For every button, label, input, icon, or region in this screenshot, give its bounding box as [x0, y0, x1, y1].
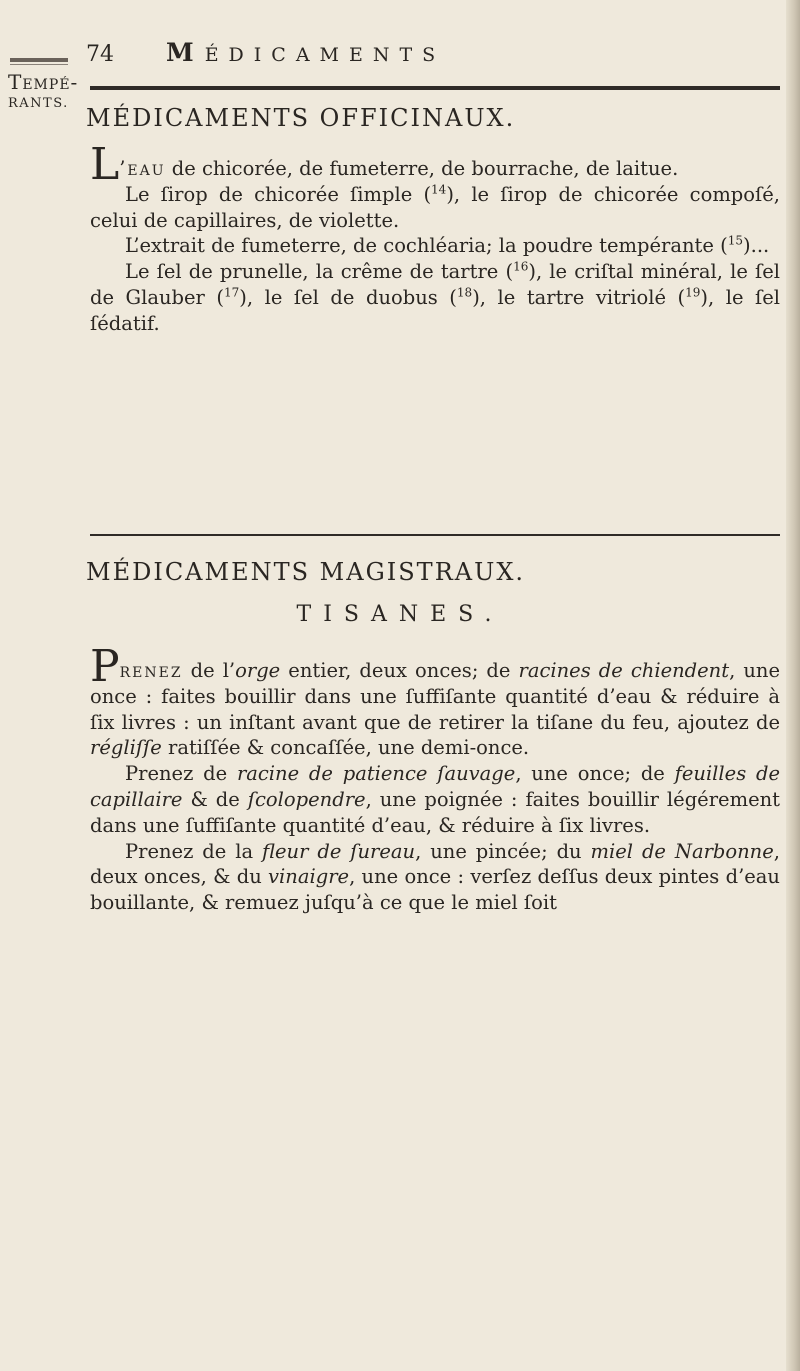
- section-officinaux-body: [90, 139, 781, 337]
- section-divider: [90, 534, 780, 536]
- running-head-initial: M: [166, 38, 205, 67]
- section-magistraux-body: [90, 641, 781, 916]
- page-header: [86, 38, 786, 82]
- page-number: 74: [86, 42, 114, 67]
- header-rule: [90, 86, 780, 90]
- paragraph-orge: Prenez de l’orge entier, deux onces; de racines de chiendent, une once : faites bouillir dans une ſuffiſante quantité d’eau & réduire à ſix livres : un inſtant avant que de retirer la tiſane du feu, ajoutez de régliſſe ratiſſée & concaſſée, une demi-once.: [90, 641, 780, 760]
- margin-rule: [10, 58, 68, 62]
- margin-note-line1: Tempé-: [8, 70, 79, 94]
- drop-cap: L: [90, 139, 120, 190]
- paragraph-sels: Le ſel de prunelle, la crême de tartre ($^{16}$), le criſtal minéral, le ſel de Glauber ($^{17}$), le ſel de duobus ($^{18}$), le tartre vitriolé ($^{19}$), le ſel ſédatif.: [90, 259, 781, 335]
- page-edge-shadow: [786, 0, 800, 1371]
- running-head: [166, 38, 445, 67]
- paragraph-sirop: Le ſirop de chicorée ſimple ($^{14}$), le ſirop de chicorée compoſé, celui de capillaires, de violette.: [90, 182, 780, 232]
- paragraph-extrait: L’extrait de fumeterre, de cochléaria; la poudre tempérante ($^{15}$)...: [125, 233, 770, 258]
- margin-rule-thin: [10, 64, 68, 65]
- section-title-magistraux: MÉDICAMENTS MAGISTRAUX.: [86, 558, 526, 586]
- subtitle-tisanes: TISANES.: [296, 602, 504, 627]
- running-head-rest: ÉDICAMENTS: [204, 44, 446, 66]
- section-title-officinaux: MÉDICAMENTS OFFICINAUX.: [86, 104, 516, 132]
- drop-cap: P: [90, 641, 120, 692]
- margin-note: [8, 72, 78, 114]
- paragraph-sureau: Prenez de la fleur de ſureau, une pincée; du miel de Narbonne, deux onces, & du vinaigre, une once : verſez deſſus deux pintes d’eau bouillante, & remuez juſqu’à ce que le miel ſoit: [90, 839, 780, 915]
- paragraph-patience: Prenez de racine de patience ſauvage, une once; de feuilles de capillaire & de ſcolopendre, une poignée : faites bouillir légérement dans une ſuffiſante quantité d’eau, & réduire à ſix livres.: [90, 762, 781, 837]
- paragraph-eau: L’eau de chicorée, de fumeterre, de bourrache, de laitue.: [90, 139, 679, 190]
- margin-note-line2: RANTS.: [8, 96, 69, 111]
